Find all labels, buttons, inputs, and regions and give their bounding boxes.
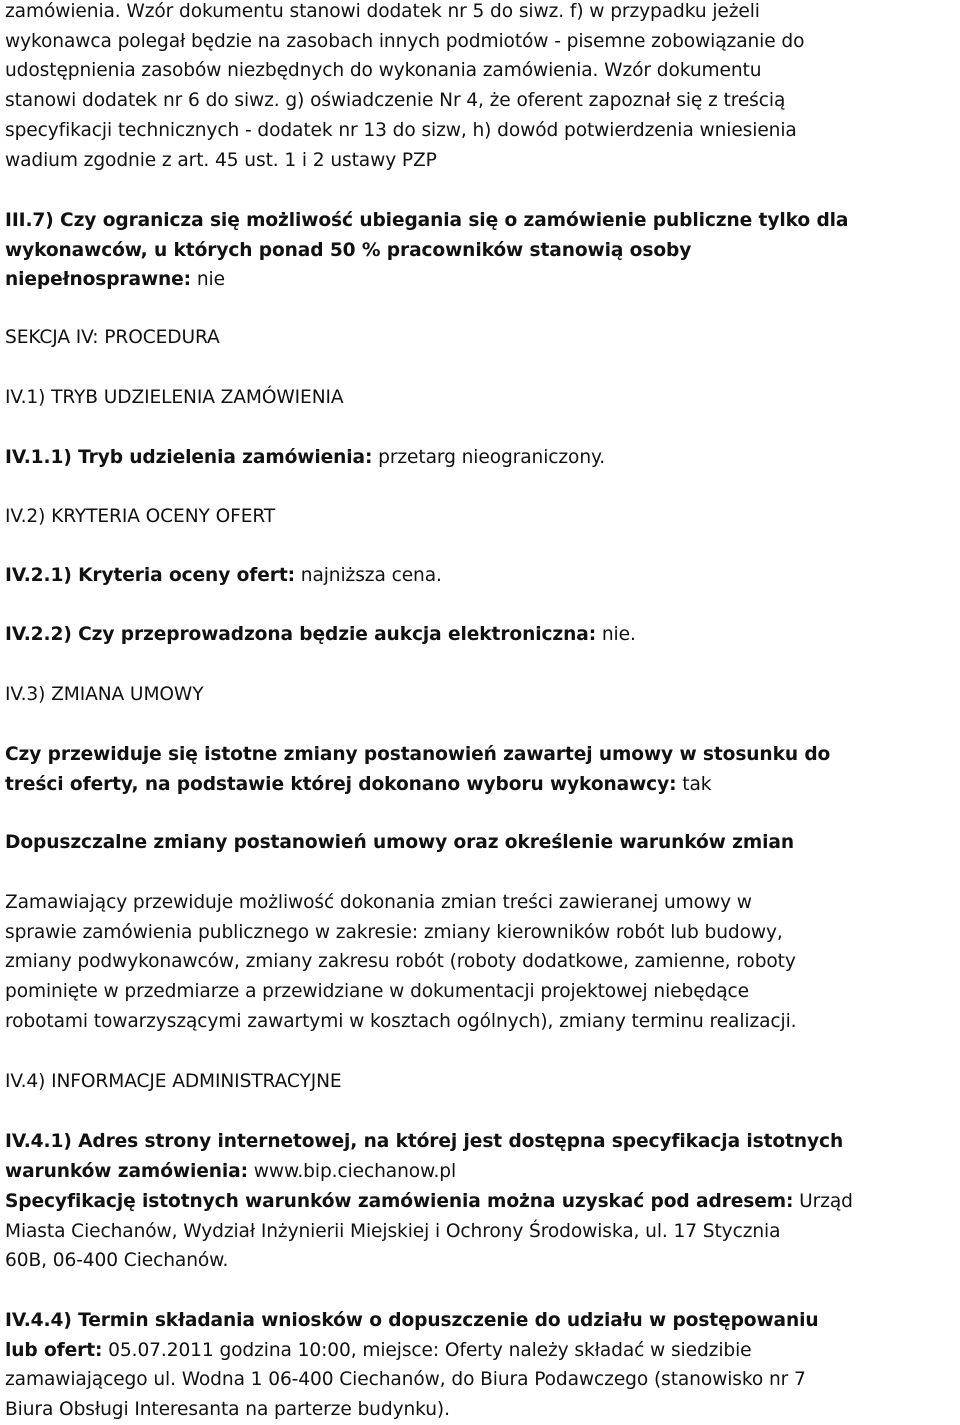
item-iv-3-question-text: Czy przewiduje się istotne zmiany postanowień zawartej umowy w stosunku do xyxy=(5,744,831,765)
section-iii-7-label: niepełnosprawne: xyxy=(5,269,192,291)
item-iv-2-2-value: nie. xyxy=(596,624,636,645)
item-iv-1-1 xyxy=(5,443,605,473)
item-iv-4-1-url: www.bip.ciechanow.pl xyxy=(247,1160,457,1182)
item-iv-3-changes-body xyxy=(5,888,796,1037)
text-line: zamówienia. Wzór dokumentu stanowi dodatek nr 5 do siwz. f) w przypadku jeżeli xyxy=(5,1,760,22)
heading-iv-3: IV.3) ZMIANA UMOWY xyxy=(5,684,204,705)
item-iv-4-1 xyxy=(5,1127,843,1186)
item-iv-3-question-text: treści oferty, na podstawie której dokonano wyboru wykonawcy: xyxy=(5,773,677,795)
item-iv-4-4-value: Biura Obsługi Interesanta na parterze budynku). xyxy=(5,1399,450,1421)
item-iv-4-4-label: IV.4.4) Termin składania wniosków o dopuszczenie do udziału w postępowaniu xyxy=(5,1310,819,1331)
heading-iv-4: IV.4) INFORMACJE ADMINISTRACYJNE xyxy=(5,1071,342,1092)
section-iii-7 xyxy=(5,206,848,295)
text-line: stanowi dodatek nr 6 do siwz. g) oświadczenie Nr 4, że oferent zapoznał się z treścią xyxy=(5,90,786,112)
text-line: robotami towarzyszącymi zawartymi w kosztach ogólnych), zmiany terminu realizacji. xyxy=(5,1010,797,1032)
section-iii-7-question: wykonawców, u których ponad 50 % pracowników stanowią osoby xyxy=(5,239,692,261)
text-line: Zamawiający przewiduje możliwość dokonania zmian treści zawieranej umowy w xyxy=(5,892,752,913)
item-iv-2-1-label: IV.2.1) Kryteria oceny ofert: xyxy=(5,565,295,586)
item-iv-3-changes-heading: Dopuszczalne zmiany postanowień umowy oraz określenie warunków zmian xyxy=(5,832,794,853)
text-line: wykonawca polegał będzie na zasobach innych podmiotów - pisemne zobowiązanie do xyxy=(5,30,805,52)
text-line: pominięte w przedmiarze a przewidziane w dokumentacji projektowej niebędące xyxy=(5,981,749,1003)
item-iv-1-1-label: IV.1.1) Tryb udzielenia zamówienia: xyxy=(5,447,373,468)
item-iv-2-1-value: najniższa cena. xyxy=(294,565,442,586)
section-iv-heading: SEKCJA IV: PROCEDURA xyxy=(5,327,220,348)
item-iv-1-1-value: przetarg nieograniczony. xyxy=(372,447,606,468)
item-iv-4-1-label: IV.4.1) Adres strony internetowej, na której jest dostępna specyfikacja istotnych xyxy=(5,1131,844,1152)
text-line: sprawie zamówienia publicznego w zakresie: zmiany kierowników robót lub budowy, xyxy=(5,921,783,943)
text-line: wadium zgodnie z art. 45 ust. 1 i 2 ustawy PZP xyxy=(5,149,437,171)
item-iv-4-1-address xyxy=(5,1187,853,1276)
section-iii-7-question: III.7) Czy ogranicza się możliwość ubiegania się o zamówienie publiczne tylko dla xyxy=(5,210,849,231)
item-iv-4-1-address-label: Specyfikację istotnych warunków zamówienia można uzyskać pod adresem: xyxy=(5,1191,794,1212)
text-line: specyfikacji technicznych - dodatek nr 13 do sizw, h) dowód potwierdzenia wniesienia xyxy=(5,119,797,141)
item-iv-4-4 xyxy=(5,1306,819,1425)
paragraph-continued xyxy=(5,0,804,175)
text-line: udostępnienia zasobów niezbędnych do wykonania zamówienia. Wzór dokumentu xyxy=(5,60,762,82)
item-iv-3-answer: tak xyxy=(676,773,712,795)
item-iv-2-2 xyxy=(5,620,636,650)
text-line: zmiany podwykonawców, zmiany zakresu robót (roboty dodatkowe, zamienne, roboty xyxy=(5,951,796,973)
item-iv-4-1-address-value: Urząd xyxy=(793,1191,853,1212)
item-iv-4-1-address-value: Miasta Ciechanów, Wydział Inżynierii Miejskiej i Ochrony Środowiska, ul. 17 Stycznia xyxy=(5,1220,781,1242)
item-iv-3-question xyxy=(5,740,830,799)
item-iv-4-4-value: 05.07.2011 godzina 10:00, miejsce: Oferty należy składać w siedzibie xyxy=(102,1339,752,1361)
item-iv-4-4-label: lub ofert: xyxy=(5,1339,103,1361)
heading-iv-2: IV.2) KRYTERIA OCENY OFERT xyxy=(5,506,276,527)
item-iv-4-1-label: warunków zamówienia: xyxy=(5,1160,248,1182)
item-iv-2-1 xyxy=(5,561,442,591)
item-iv-4-4-value: zamawiającego ul. Wodna 1 06-400 Ciechanów, do Biura Podawczego (stanowisko nr 7 xyxy=(5,1369,806,1391)
item-iv-2-2-label: IV.2.2) Czy przeprowadzona będzie aukcja elektroniczna: xyxy=(5,624,597,645)
item-iv-4-1-address-value: 60B, 06-400 Ciechanów. xyxy=(5,1250,229,1272)
heading-iv-1: IV.1) TRYB UDZIELENIA ZAMÓWIENIA xyxy=(5,387,344,408)
section-iii-7-answer: nie xyxy=(191,269,225,291)
